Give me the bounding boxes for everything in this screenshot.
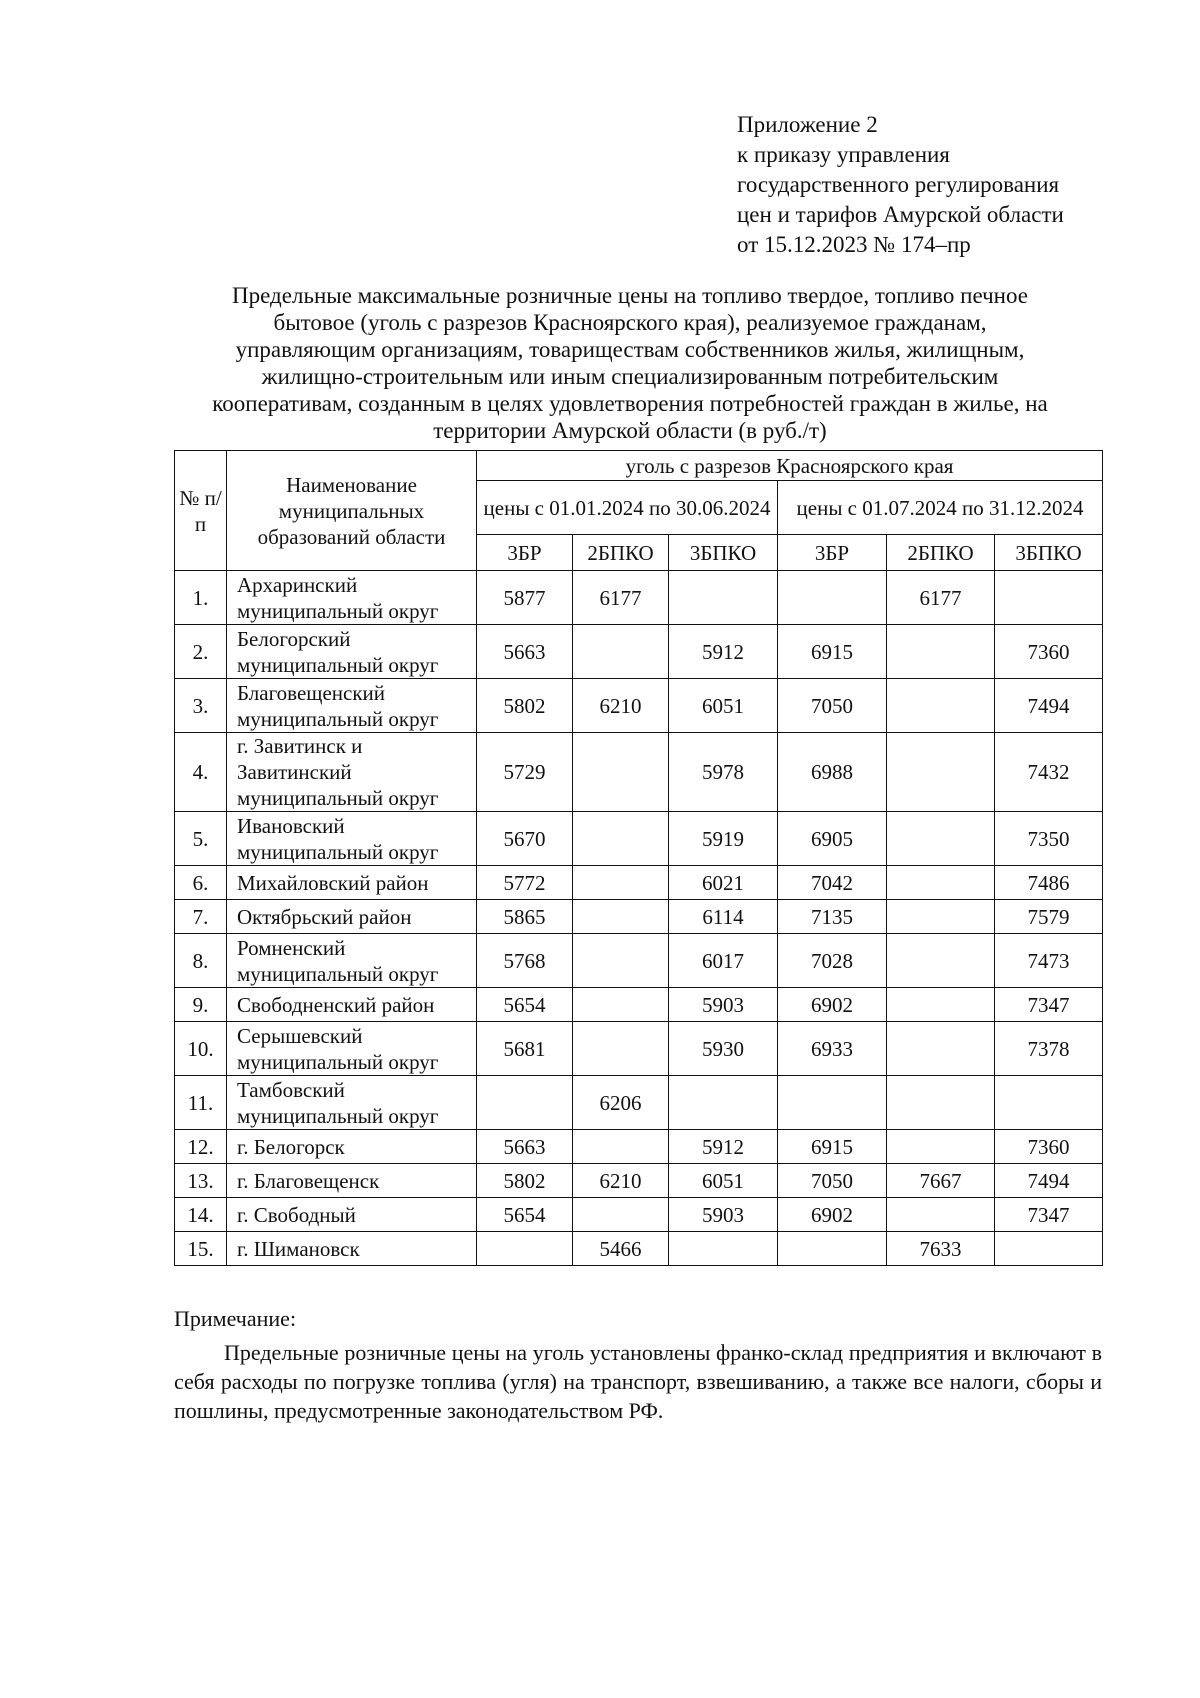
price-cell: 5654 xyxy=(477,988,573,1022)
price-cell: 7347 xyxy=(995,988,1103,1022)
price-cell xyxy=(477,1076,573,1130)
price-cell xyxy=(573,812,669,866)
price-cell xyxy=(573,866,669,900)
row-name: Ромненский муниципальный округ xyxy=(227,934,477,988)
row-name: Белогорский муниципальный округ xyxy=(227,625,477,679)
table-row xyxy=(175,900,1103,934)
price-cell: 7050 xyxy=(778,1164,887,1198)
price-cell xyxy=(887,1130,995,1164)
price-cell: 5802 xyxy=(477,679,573,733)
price-cell: 5768 xyxy=(477,934,573,988)
title-line: кооперативам, созданным в целях удовлетворения потребностей граждан в жилье, на xyxy=(212,391,1048,416)
price-cell xyxy=(887,679,995,733)
row-name: Серышевский муниципальный округ xyxy=(227,1022,477,1076)
price-cell xyxy=(887,900,995,934)
row-number: 10. xyxy=(175,1022,227,1076)
price-cell: 6210 xyxy=(573,1164,669,1198)
row-name: г. Завитинск и Завитинский муниципальный округ xyxy=(227,733,477,812)
price-cell: 6210 xyxy=(573,679,669,733)
price-cell: 7050 xyxy=(778,679,887,733)
price-cell: 5663 xyxy=(477,625,573,679)
price-cell: 7486 xyxy=(995,866,1103,900)
price-cell xyxy=(887,1022,995,1076)
price-cell: 5903 xyxy=(669,988,778,1022)
row-number: 12. xyxy=(175,1130,227,1164)
row-name: г. Белогорск xyxy=(227,1130,477,1164)
table-row xyxy=(175,733,1103,812)
document-title xyxy=(150,282,1110,444)
price-cell xyxy=(573,1198,669,1232)
appendix-line: к приказу управления xyxy=(737,142,950,167)
price-cell: 5466 xyxy=(573,1232,669,1266)
title-line: жилищно-строительным или иным специализированным потребительским xyxy=(261,364,999,389)
title-line: территории Амурской области (в руб./т) xyxy=(433,418,827,443)
price-cell: 7135 xyxy=(778,900,887,934)
appendix-line: цен и тарифов Амурской области xyxy=(737,202,1064,227)
row-number: 7. xyxy=(175,900,227,934)
price-cell: 6114 xyxy=(669,900,778,934)
price-cell xyxy=(477,1232,573,1266)
price-cell xyxy=(887,934,995,988)
header-col: 3БР xyxy=(778,535,887,571)
price-cell: 7350 xyxy=(995,812,1103,866)
table-row xyxy=(175,625,1103,679)
price-cell xyxy=(887,866,995,900)
price-cell xyxy=(887,1198,995,1232)
price-cell xyxy=(669,1232,778,1266)
price-cell: 6177 xyxy=(887,571,995,625)
row-name: Михайловский район xyxy=(227,866,477,900)
price-cell: 5912 xyxy=(669,625,778,679)
price-cell: 5670 xyxy=(477,812,573,866)
price-cell xyxy=(995,1232,1103,1266)
table-row xyxy=(175,1164,1103,1198)
title-line: бытовое (уголь с разрезов Красноярского края), реализуемое гражданам, xyxy=(273,310,987,335)
table-row xyxy=(175,1198,1103,1232)
table-row xyxy=(175,1022,1103,1076)
price-cell: 6902 xyxy=(778,988,887,1022)
price-cell: 6051 xyxy=(669,679,778,733)
row-name: Ивановский муниципальный округ xyxy=(227,812,477,866)
prices-table xyxy=(174,450,1103,1266)
table-row xyxy=(175,812,1103,866)
title-line: управляющим организациям, товариществам собственников жилья, жилищным, xyxy=(235,337,1025,362)
price-cell: 6017 xyxy=(669,934,778,988)
table-row xyxy=(175,1076,1103,1130)
table-row xyxy=(175,1130,1103,1164)
price-cell xyxy=(887,988,995,1022)
price-cell: 7494 xyxy=(995,1164,1103,1198)
price-cell xyxy=(573,1130,669,1164)
price-cell: 7360 xyxy=(995,1130,1103,1164)
price-cell xyxy=(778,1076,887,1130)
price-cell xyxy=(573,934,669,988)
price-cell: 6021 xyxy=(669,866,778,900)
header-num: № п/п xyxy=(175,451,227,571)
price-cell xyxy=(995,1076,1103,1130)
row-number: 2. xyxy=(175,625,227,679)
table-row xyxy=(175,866,1103,900)
price-cell: 6051 xyxy=(669,1164,778,1198)
price-cell xyxy=(887,733,995,812)
table-row xyxy=(175,1232,1103,1266)
header-name: Наименование муниципальных образований области xyxy=(227,451,477,571)
price-cell xyxy=(573,625,669,679)
price-cell xyxy=(887,812,995,866)
header-col: 3БПКО xyxy=(995,535,1103,571)
row-number: 4. xyxy=(175,733,227,812)
row-name: г. Шимановск xyxy=(227,1232,477,1266)
header-col: 2БПКО xyxy=(887,535,995,571)
price-cell xyxy=(669,571,778,625)
price-cell: 6915 xyxy=(778,1130,887,1164)
price-cell: 7494 xyxy=(995,679,1103,733)
row-name: Октябрьский район xyxy=(227,900,477,934)
header-period-1: цены с 01.01.2024 по 30.06.2024 xyxy=(477,481,778,535)
price-cell xyxy=(573,988,669,1022)
table-row xyxy=(175,679,1103,733)
appendix-block xyxy=(737,110,1157,260)
row-number: 9. xyxy=(175,988,227,1022)
row-name: г. Благовещенск xyxy=(227,1164,477,1198)
header-period-2: цены с 01.07.2024 по 31.12.2024 xyxy=(778,481,1103,535)
price-cell: 6905 xyxy=(778,812,887,866)
table-row xyxy=(175,571,1103,625)
price-cell xyxy=(778,571,887,625)
header-col: 3БПКО xyxy=(669,535,778,571)
price-cell: 7579 xyxy=(995,900,1103,934)
price-cell xyxy=(573,733,669,812)
price-cell: 7667 xyxy=(887,1164,995,1198)
price-cell xyxy=(995,571,1103,625)
price-cell: 6206 xyxy=(573,1076,669,1130)
row-number: 3. xyxy=(175,679,227,733)
price-cell xyxy=(887,625,995,679)
price-cell: 7347 xyxy=(995,1198,1103,1232)
price-cell xyxy=(573,1022,669,1076)
price-cell: 7028 xyxy=(778,934,887,988)
price-cell: 7633 xyxy=(887,1232,995,1266)
row-number: 13. xyxy=(175,1164,227,1198)
row-name: Тамбовский муниципальный округ xyxy=(227,1076,477,1130)
row-name: Свободненский район xyxy=(227,988,477,1022)
price-cell: 5663 xyxy=(477,1130,573,1164)
price-cell: 6933 xyxy=(778,1022,887,1076)
price-cell: 6902 xyxy=(778,1198,887,1232)
price-cell: 5930 xyxy=(669,1022,778,1076)
price-cell xyxy=(887,1076,995,1130)
note-text: Предельные розничные цены на уголь установлены франко-склад предприятия и включают в себя расходы по погрузке топлива (угля) на транспорт, взвешиванию, а также все налоги, сборы и пошлины, предусмотренные законодательством РФ. xyxy=(174,1340,1102,1423)
header-col: 2БПКО xyxy=(573,535,669,571)
price-cell: 7432 xyxy=(995,733,1103,812)
header-col: 3БР xyxy=(477,535,573,571)
row-number: 5. xyxy=(175,812,227,866)
row-name: Благовещенский муниципальный округ xyxy=(227,679,477,733)
price-cell: 7042 xyxy=(778,866,887,900)
appendix-line: Приложение 2 xyxy=(737,112,878,137)
row-number: 1. xyxy=(175,571,227,625)
price-cell: 6915 xyxy=(778,625,887,679)
price-cell: 6988 xyxy=(778,733,887,812)
price-cell: 5877 xyxy=(477,571,573,625)
appendix-line: от 15.12.2023 № 174–пр xyxy=(737,232,971,257)
price-cell: 5654 xyxy=(477,1198,573,1232)
price-cell: 5978 xyxy=(669,733,778,812)
row-name: г. Свободный xyxy=(227,1198,477,1232)
row-number: 14. xyxy=(175,1198,227,1232)
price-cell: 6177 xyxy=(573,571,669,625)
table-row xyxy=(175,934,1103,988)
price-cell xyxy=(778,1232,887,1266)
row-number: 11. xyxy=(175,1076,227,1130)
header-group: уголь с разрезов Красноярского края xyxy=(477,451,1103,481)
price-cell xyxy=(669,1076,778,1130)
price-cell: 5919 xyxy=(669,812,778,866)
row-number: 8. xyxy=(175,934,227,988)
table-body xyxy=(175,571,1103,1266)
price-cell: 5802 xyxy=(477,1164,573,1198)
row-number: 6. xyxy=(175,866,227,900)
appendix-line: государственного регулирования xyxy=(737,172,1060,197)
price-cell: 7360 xyxy=(995,625,1103,679)
price-cell: 7473 xyxy=(995,934,1103,988)
price-cell: 5729 xyxy=(477,733,573,812)
price-cell xyxy=(573,900,669,934)
row-name: Архаринский муниципальный округ xyxy=(227,571,477,625)
table-row xyxy=(175,988,1103,1022)
price-cell: 5865 xyxy=(477,900,573,934)
price-cell: 5903 xyxy=(669,1198,778,1232)
note-heading: Примечание: xyxy=(174,1306,297,1331)
price-cell: 5681 xyxy=(477,1022,573,1076)
row-number: 15. xyxy=(175,1232,227,1266)
price-cell: 7378 xyxy=(995,1022,1103,1076)
title-line: Предельные максимальные розничные цены на топливо твердое, топливо печное xyxy=(232,283,1028,308)
price-cell: 5772 xyxy=(477,866,573,900)
price-cell: 5912 xyxy=(669,1130,778,1164)
